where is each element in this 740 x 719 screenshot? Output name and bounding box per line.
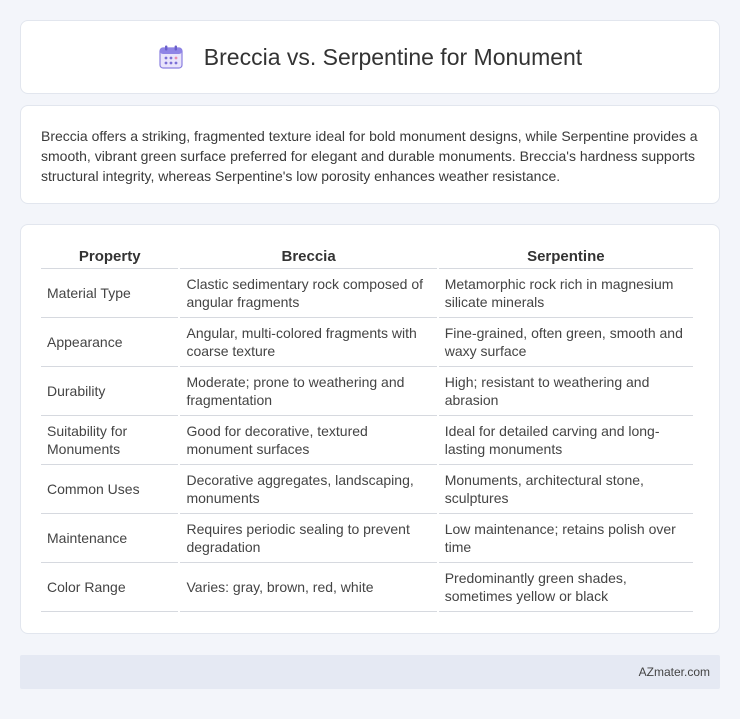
table-row — [41, 563, 693, 612]
comparison-table-card — [20, 224, 720, 634]
summary-card — [20, 105, 720, 204]
breccia-cell: Good for decorative, textured monument surfaces — [180, 416, 436, 465]
table-row — [41, 269, 693, 318]
property-cell: Suitability for Monuments — [41, 416, 178, 465]
comparison-table — [39, 245, 695, 612]
table-header-row — [41, 245, 693, 269]
serpentine-cell: Fine-grained, often green, smooth and waxy surface — [439, 318, 693, 367]
header-serpentine: Serpentine — [439, 245, 693, 269]
property-cell: Material Type — [41, 269, 178, 318]
serpentine-cell: Metamorphic rock rich in magnesium silicate minerals — [439, 269, 693, 318]
property-cell: Color Range — [41, 563, 178, 612]
footer-brand: AZmater.com — [638, 665, 710, 679]
table-row — [41, 416, 693, 465]
calendar-icon — [158, 44, 184, 70]
property-cell: Common Uses — [41, 465, 178, 514]
table-row — [41, 465, 693, 514]
property-cell: Durability — [41, 367, 178, 416]
footer — [20, 655, 720, 689]
breccia-cell: Varies: gray, brown, red, white — [180, 563, 436, 612]
breccia-cell: Clastic sedimentary rock composed of angular fragments — [180, 269, 436, 318]
page-title: Breccia vs. Serpentine for Monument — [203, 43, 583, 70]
table-row — [41, 514, 693, 563]
serpentine-cell: Predominantly green shades, sometimes yellow or black — [439, 563, 693, 612]
table-row — [41, 367, 693, 416]
breccia-cell: Moderate; prone to weathering and fragmentation — [180, 367, 436, 416]
breccia-cell: Requires periodic sealing to prevent degradation — [180, 514, 436, 563]
serpentine-cell: High; resistant to weathering and abrasion — [439, 367, 693, 416]
serpentine-cell: Monuments, architectural stone, sculptures — [439, 465, 693, 514]
header-property: Property — [41, 245, 178, 269]
breccia-cell: Angular, multi-colored fragments with coarse texture — [180, 318, 436, 367]
header-breccia: Breccia — [180, 245, 436, 269]
breccia-cell: Decorative aggregates, landscaping, monuments — [180, 465, 436, 514]
property-cell: Appearance — [41, 318, 178, 367]
title-card — [20, 20, 720, 94]
summary-text: Breccia offers a striking, fragmented texture ideal for bold monument designs, while Serpentine provides a smooth, vibrant green surface preferred for elegant and durable monuments. Breccia's hardness supports structural integrity, whereas Serpentine's low porosity enhances weather resistance. — [41, 128, 698, 184]
serpentine-cell: Low maintenance; retains polish over time — [439, 514, 693, 563]
property-cell: Maintenance — [41, 514, 178, 563]
table-row — [41, 318, 693, 367]
serpentine-cell: Ideal for detailed carving and long-lasting monuments — [439, 416, 693, 465]
